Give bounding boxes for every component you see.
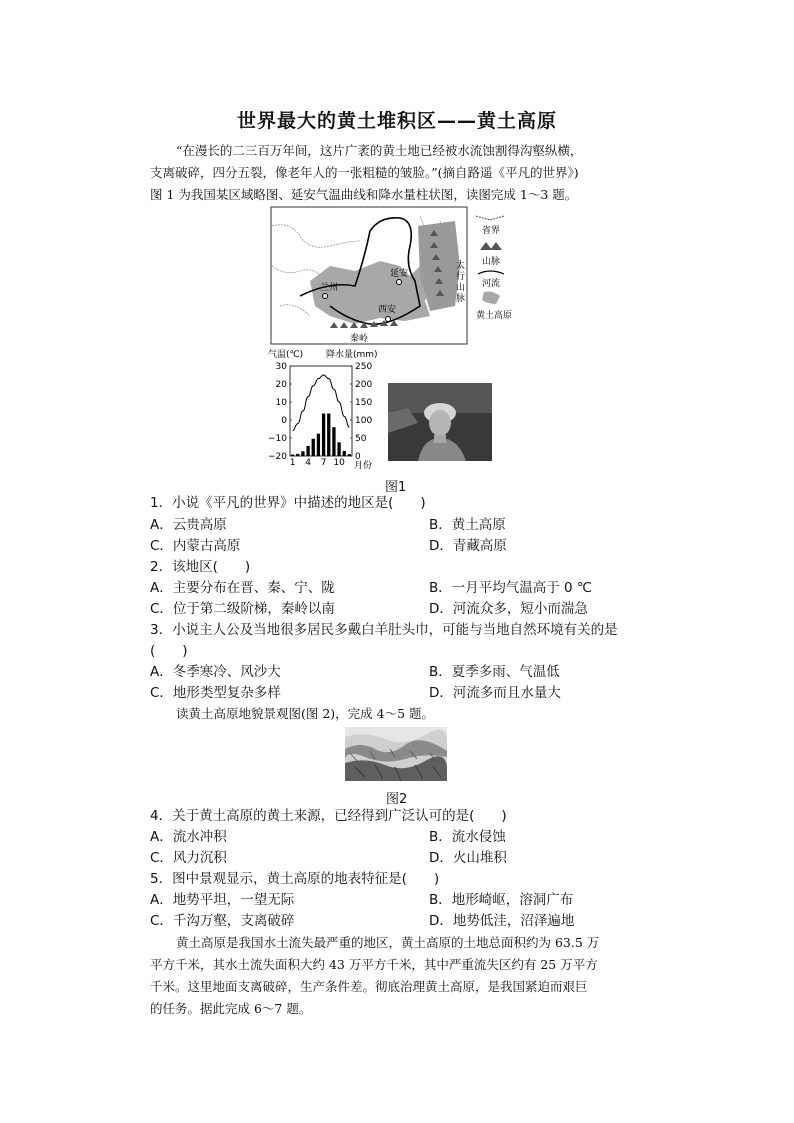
q5-stem: 5．图中景观显示，黄土高原的地表特征是( ) bbox=[150, 871, 440, 887]
q5-option-b[interactable]: B．地形崎岖，溶洞广布 bbox=[429, 892, 574, 908]
q5-option-d[interactable]: D．地势低洼，沼泽遍地 bbox=[429, 913, 575, 929]
plot-frame bbox=[290, 366, 352, 456]
legend-plateau: 黄土高原 bbox=[476, 311, 513, 321]
precip-bar-4 bbox=[306, 446, 309, 456]
region-map bbox=[270, 206, 530, 346]
label-xian: 西安 bbox=[378, 305, 397, 315]
precip-bar-9 bbox=[332, 427, 335, 456]
x-tick-label: 7 bbox=[320, 458, 327, 468]
left-tick-label: 10 bbox=[275, 398, 287, 408]
right-tick-label: 50 bbox=[355, 434, 367, 444]
precip-bar-6 bbox=[317, 434, 320, 456]
label-qinling: 秦岭 bbox=[350, 334, 369, 344]
label-taihang-3: 山 bbox=[456, 283, 466, 293]
legend-river: 河流 bbox=[482, 279, 501, 289]
q5-option-c[interactable]: C．千沟万壑，支离破碎 bbox=[150, 913, 295, 929]
q4-stem: 4．关于黄土高原的黄土来源，已经得到广泛认可的是( ) bbox=[150, 808, 507, 824]
x-unit-label: 月份 bbox=[354, 461, 373, 470]
q1-stem: 1．小说《平凡的世界》中描述的地区是( ) bbox=[150, 495, 426, 511]
q3-option-d[interactable]: D．河流多而且水量大 bbox=[429, 685, 561, 701]
xian-dot bbox=[386, 317, 391, 322]
q2-option-b[interactable]: B．一月平均气温高于 0 ℃ bbox=[429, 580, 593, 596]
precip-bar-8 bbox=[327, 414, 330, 456]
q4-option-a[interactable]: A．流水冲积 bbox=[150, 829, 227, 845]
loess-landscape-photo bbox=[345, 727, 447, 781]
q4-option-d[interactable]: D．火山堆积 bbox=[429, 850, 507, 866]
precip-bar-2 bbox=[296, 454, 299, 456]
intro-line-2: 支离破碎，四分五裂，像老年人的一张粗糙的皱脸。”(摘自路遥《平凡的世界》) bbox=[150, 165, 579, 180]
left-tick-label: 30 bbox=[275, 362, 287, 372]
label-taihang-1: 太 bbox=[456, 261, 466, 271]
intro-line-1: “在漫长的二三百万年间，这片广袤的黄土地已经被水流蚀割得沟壑纵横， bbox=[176, 143, 583, 158]
fig1-caption: 图1 bbox=[385, 480, 407, 495]
q1-option-b[interactable]: B．黄土高原 bbox=[429, 517, 506, 533]
yanan-dot bbox=[397, 280, 402, 285]
fig2-caption: 图2 bbox=[386, 792, 408, 807]
intro3-line-4: 的任务。据此完成 6～7 题。 bbox=[150, 1001, 312, 1016]
intro3-line-1: 黄土高原是我国水土流失最严重的地区，黄土高原的土地总面积约为 63.5 万 bbox=[176, 935, 600, 950]
label-yanan: 延安 bbox=[390, 269, 409, 279]
q2-option-a[interactable]: A．主要分布在晋、秦、宁、陇 bbox=[150, 580, 335, 596]
q1-option-c[interactable]: C．内蒙古高原 bbox=[150, 538, 241, 554]
legend-border: 省界 bbox=[482, 226, 501, 236]
label-lanzhou: 兰州 bbox=[320, 283, 339, 293]
plateau-legend-icon bbox=[482, 292, 500, 305]
right-tick-label: 250 bbox=[355, 362, 373, 372]
left-tick-label: 20 bbox=[275, 380, 287, 390]
intro-line-3: 图 1 为我国某区域略图、延安气温曲线和降水量柱状图，读图完成 1～3 题。 bbox=[150, 187, 578, 202]
x-tick-label: 1 bbox=[289, 458, 296, 468]
right-tick-label: 150 bbox=[355, 398, 373, 408]
left-tick-label: −20 bbox=[268, 452, 287, 462]
q3-option-b[interactable]: B．夏季多雨、气温低 bbox=[429, 664, 560, 680]
lanzhou-dot bbox=[323, 294, 328, 299]
river-legend-icon bbox=[478, 271, 504, 274]
page-title: 世界最大的黄土堆积区——黄土高原 bbox=[236, 110, 557, 132]
x-tick-label: 4 bbox=[305, 458, 311, 468]
q1-option-d[interactable]: D．青藏高原 bbox=[429, 538, 507, 554]
precip-bar-3 bbox=[301, 451, 304, 456]
q3-stem: 3．小说主人公及当地很多居民多戴白羊肚头巾，可能与当地自然环境有关的是 bbox=[150, 622, 618, 638]
climate-chart bbox=[268, 348, 384, 470]
precip-bar-5 bbox=[312, 439, 315, 456]
x-tick-label: 10 bbox=[333, 458, 345, 468]
q4-option-c[interactable]: C．风力沉积 bbox=[150, 850, 227, 866]
right-tick-label: 0 bbox=[355, 452, 361, 462]
border-legend-icon bbox=[476, 216, 504, 220]
intro3-line-2: 平方千米，其水土流失面积大约 43 万平方千米，其中严重流失区约有 25 万平方 bbox=[150, 957, 598, 972]
precip-bar-10 bbox=[337, 442, 340, 456]
precip-bar-11 bbox=[343, 451, 346, 456]
q2-option-c[interactable]: C．位于第二级阶梯，秦岭以南 bbox=[150, 601, 335, 617]
left-axis-title: 气温(℃) bbox=[268, 350, 304, 360]
label-taihang-4: 脉 bbox=[456, 294, 466, 304]
legend-mountain: 山脉 bbox=[482, 257, 501, 267]
q5-option-a[interactable]: A．地势平坦，一望无际 bbox=[150, 892, 295, 908]
q3-stem-paren: ( ) bbox=[150, 643, 188, 659]
q2-stem: 2．该地区( ) bbox=[150, 559, 251, 575]
q2-option-d[interactable]: D．河流众多，短小而湍急 bbox=[429, 601, 588, 617]
right-axis-title: 降水量(mm) bbox=[326, 350, 378, 360]
q3-option-c[interactable]: C．地形类型复杂多样 bbox=[150, 685, 281, 701]
precip-bar-7 bbox=[322, 414, 325, 456]
intro-fig2: 读黄土高原地貌景观图(图 2)，完成 4～5 题。 bbox=[176, 706, 435, 721]
left-tick-label: −10 bbox=[268, 434, 287, 444]
right-tick-label: 200 bbox=[355, 380, 373, 390]
left-tick-label: 0 bbox=[281, 416, 287, 426]
q3-option-a[interactable]: A．冬季寒冷、风沙大 bbox=[150, 664, 281, 680]
q1-option-a[interactable]: A．云贵高原 bbox=[150, 517, 227, 533]
portrait-photo bbox=[388, 383, 492, 461]
mountain-legend-icon bbox=[480, 242, 502, 250]
q4-option-b[interactable]: B．流水侵蚀 bbox=[429, 829, 506, 845]
right-tick-label: 100 bbox=[355, 416, 373, 426]
intro3-line-3: 千米。这里地面支离破碎，生产条件差。彻底治理黄土高原，是我国紧迫而艰巨 bbox=[150, 979, 588, 994]
label-taihang-2: 行 bbox=[456, 272, 466, 282]
